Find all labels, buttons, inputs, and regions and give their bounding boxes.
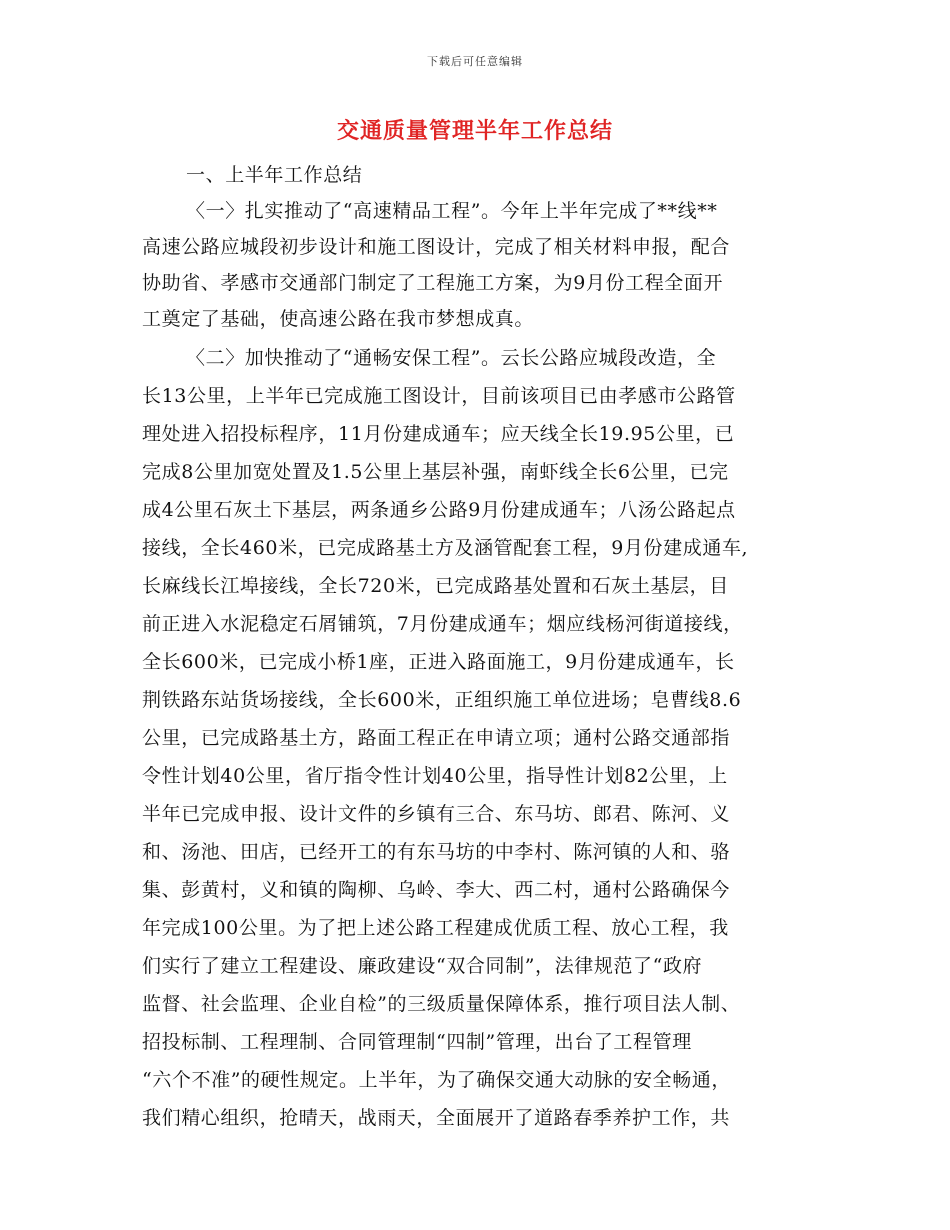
body-line: 〈二〉加快推动了“通畅安保工程”。云长公路应城段改造，全 — [186, 347, 717, 369]
body-line: 集、彭黄村，义和镇的陶柳、乌岭、李大、西二村，通村公路确保今 — [142, 879, 731, 901]
body-line: 高速公路应城段初步设计和施工图设计，完成了相关材料申报，配合 — [142, 236, 731, 258]
body-line: 我们精心组织，抢晴天，战雨天，全面展开了道路春季养护工作，共 — [142, 1107, 731, 1129]
body-line: 成4公里石灰土下基层，两条通乡公路9月份建成通车；八汤公路起点 — [142, 499, 736, 521]
body-line: 和、汤池、田店，已经开工的有东马坊的中李村、陈河镇的人和、骆 — [142, 841, 731, 863]
body-line: 〈一〉扎实推动了“高速精品工程”。今年上半年完成了**线** — [186, 200, 718, 222]
body-line: 协助省、孝感市交通部门制定了工程施工方案，为9月份工程全面开 — [142, 272, 724, 294]
body-line: 年完成100公里。为了把上述公路工程建成优质工程、放心工程，我 — [142, 917, 729, 939]
body-line: 理处进入招投标程序，11月份建成通车；应天线全长19.95公里，已 — [142, 423, 735, 445]
page-header: 下载后可任意编辑 — [427, 55, 523, 68]
body-line: 完成8公里加宽处置及1.5公里上基层补强，南虾线全长6公里，已完 — [142, 461, 729, 483]
body-line: 全长600米，已完成小桥1座，正进入路面施工，9月份建成通车，长 — [142, 651, 735, 673]
body-line: 荆铁路东站货场接线，全长600米，正组织施工单位进场；皂曹线8.6 — [142, 689, 742, 711]
body-line: 公里，已完成路基土方，路面工程正在申请立项；通村公路交通部指 — [142, 727, 731, 749]
body-line: 工奠定了基础，使高速公路在我市梦想成真。 — [142, 308, 535, 330]
body-line: “六个不准”的硬性规定。上半年，为了确保交通大动脉的安全畅通， — [142, 1069, 732, 1091]
body-line: 令性计划40公里，省厅指令性计划40公里，指导性计划82公里，上 — [142, 765, 728, 787]
body-line: 长麻线长江埠接线，全长720米，已完成路基处置和石灰土基层，目 — [142, 575, 729, 597]
body-line: 前正进入水泥稳定石屑铺筑，7月份建成通车；烟应线杨河街道接线， — [142, 613, 743, 635]
body-line: 们实行了建立工程建设、廉政建设“双合同制”，法律规范了“政府 — [142, 955, 703, 977]
body-line: 接线，全长460米，已完成路基土方及涵管配套工程，9月份建成通车, — [142, 537, 749, 559]
body-line: 监督、社会监理、企业自检”的三级质量保障体系，推行项目法人制、 — [142, 993, 741, 1015]
body-line: 一、上半年工作总结 — [186, 164, 363, 186]
body-line: 长13公里，上半年已完成施工图设计，目前该项目已由孝感市公路管 — [142, 385, 736, 407]
document-title: 交通质量管理半年工作总结 — [336, 118, 613, 144]
body-line: 半年已完成申报、设计文件的乡镇有三合、东马坊、郎君、陈河、义 — [142, 803, 731, 825]
body-line: 招投标制、工程理制、合同管理制“四制”管理，出台了工程管理 — [142, 1031, 692, 1053]
